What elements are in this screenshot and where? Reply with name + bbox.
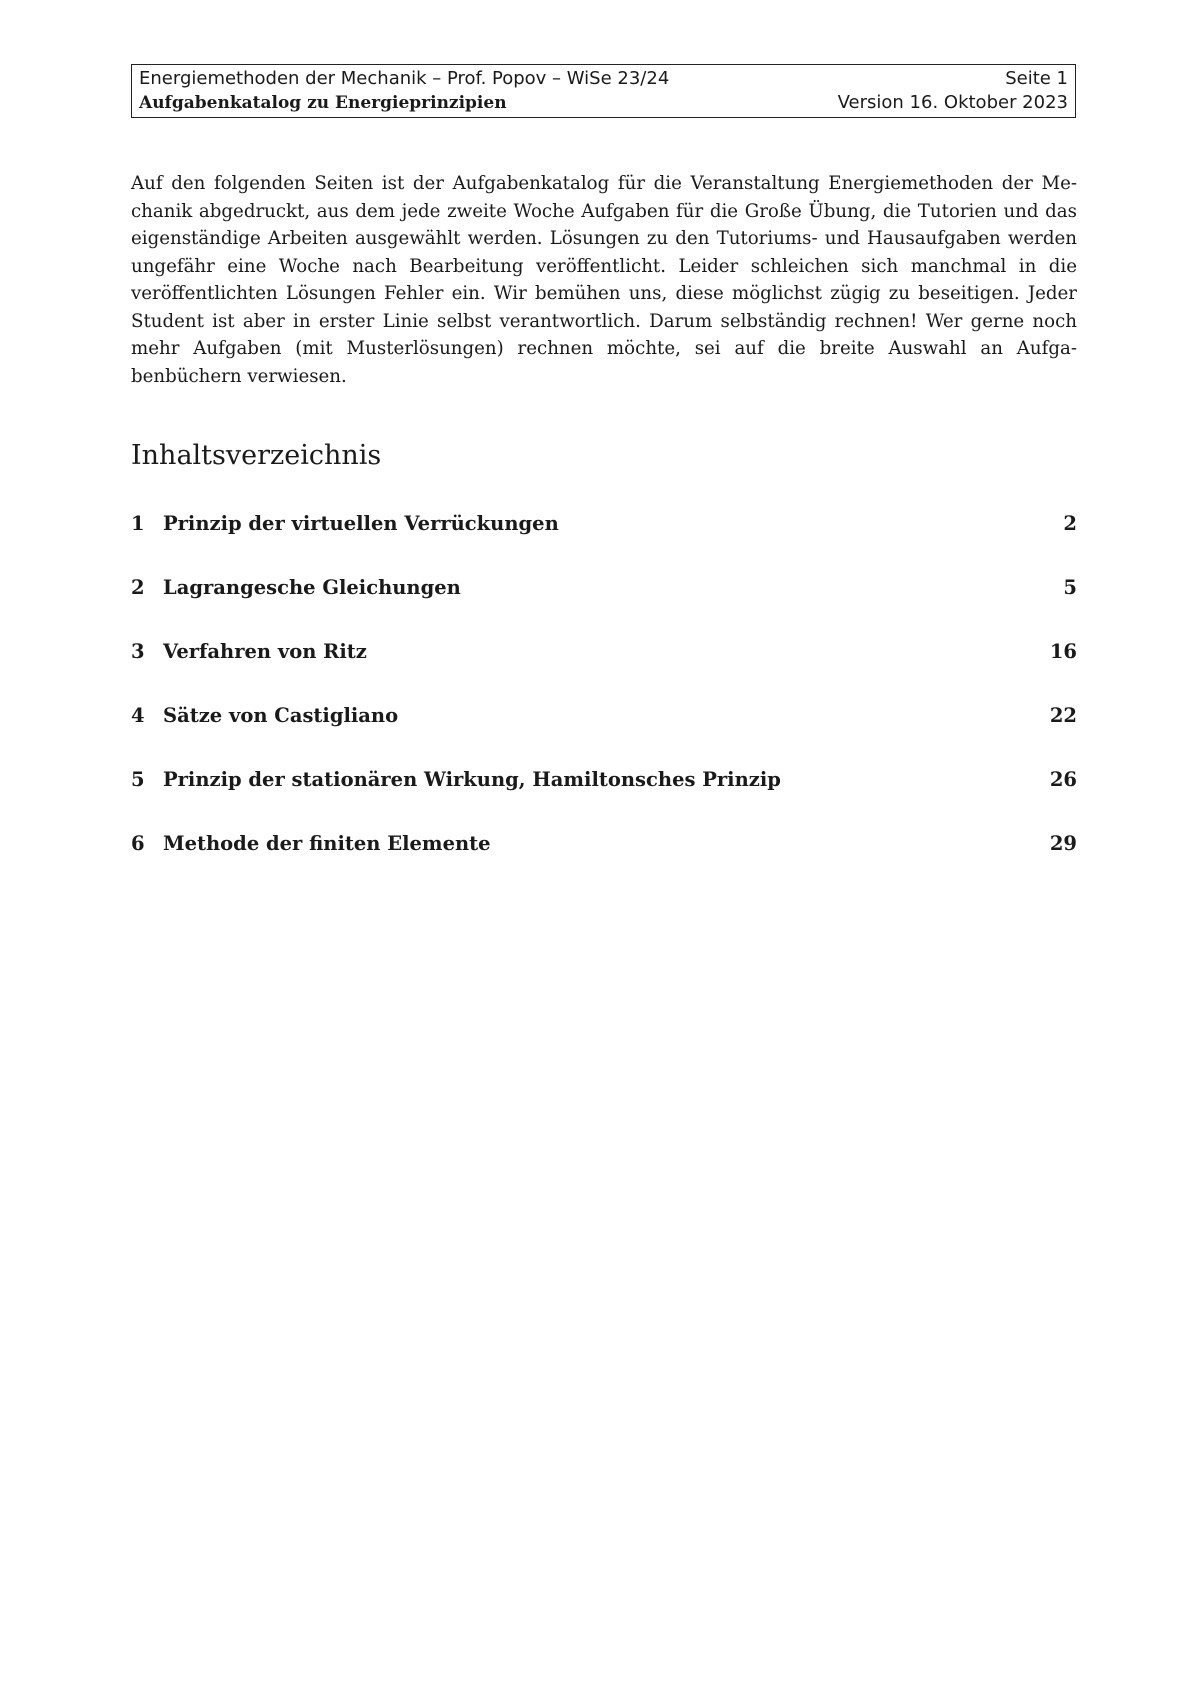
toc-entry-page: 22 xyxy=(1049,704,1077,727)
toc-entry-page: 5 xyxy=(1063,576,1077,599)
version-label: Version 16. Oktober 2023 xyxy=(837,92,1068,113)
catalog-title: Aufgabenkatalog zu Energieprinzipien xyxy=(139,93,507,113)
toc-entry-title: Prinzip der virtuellen Verrückungen xyxy=(163,512,559,535)
toc-entry-page: 26 xyxy=(1049,768,1077,791)
toc-entry-page: 16 xyxy=(1049,640,1077,663)
toc-entry-title: Prinzip der stationären Wirkung, Hamiltonsches Prinzip xyxy=(163,768,781,791)
toc-entry-number: 4 xyxy=(131,704,145,727)
toc-entry-title: Lagrangesche Gleichungen xyxy=(163,576,461,599)
page-header xyxy=(131,64,1076,118)
toc-entry-5[interactable] xyxy=(131,768,1077,832)
toc-entry-4[interactable] xyxy=(131,704,1077,768)
toc-entry-number: 3 xyxy=(131,640,145,663)
toc-entry-title: Methode der finiten Elemente xyxy=(163,832,491,855)
toc-heading: Inhaltsverzeichnis xyxy=(131,440,382,471)
page-label: Seite 1 xyxy=(1005,68,1068,89)
toc-entry-2[interactable] xyxy=(131,576,1077,640)
toc-entry-page: 29 xyxy=(1049,832,1077,855)
toc-entry-number: 5 xyxy=(131,768,145,791)
toc-entry-page: 2 xyxy=(1063,512,1077,535)
course-line: Energiemethoden der Mechanik – Prof. Popov – WiSe 23/24 xyxy=(139,68,670,89)
table-of-contents xyxy=(131,512,1077,896)
toc-entry-number: 6 xyxy=(131,832,145,855)
toc-entry-title: Verfahren von Ritz xyxy=(163,640,367,663)
toc-entry-6[interactable] xyxy=(131,832,1077,896)
header-row-top xyxy=(139,67,1068,91)
toc-entry-1[interactable] xyxy=(131,512,1077,576)
toc-entry-number: 1 xyxy=(131,512,145,535)
toc-entry-number: 2 xyxy=(131,576,145,599)
toc-entry-title: Sätze von Castigliano xyxy=(163,704,399,727)
header-row-bottom xyxy=(139,91,1068,115)
toc-entry-3[interactable] xyxy=(131,640,1077,704)
intro-paragraph: Auf den folgenden Seiten ist der Aufgabenkatalog für die Veranstaltung Energiemethoden der Mechanik abgedruckt, aus dem jede zweite Woche Aufgaben für die Große Übung, die Tutorien und das eigenständige Arbeiten ausgewählt werden. Lösungen zu den Tutoriums- und Hausaufgaben werden ungefähr eine Woche nach Bearbeitung veröffentlicht. Leider schleichen sich manchmal in die veröffentlichten Lösungen Fehler ein. Wir bemühen uns, diese möglichst zügig zu beseitigen. Jeder Student ist aber in erster Linie selbst verantwortlich. Darum selbständig rechnen! Wer gerne noch mehr Aufgaben (mit Musterlösungen) rechnen möchte, sei auf die breite Auswahl an Aufgabenbüchern verwiesen. xyxy=(131,173,1077,387)
